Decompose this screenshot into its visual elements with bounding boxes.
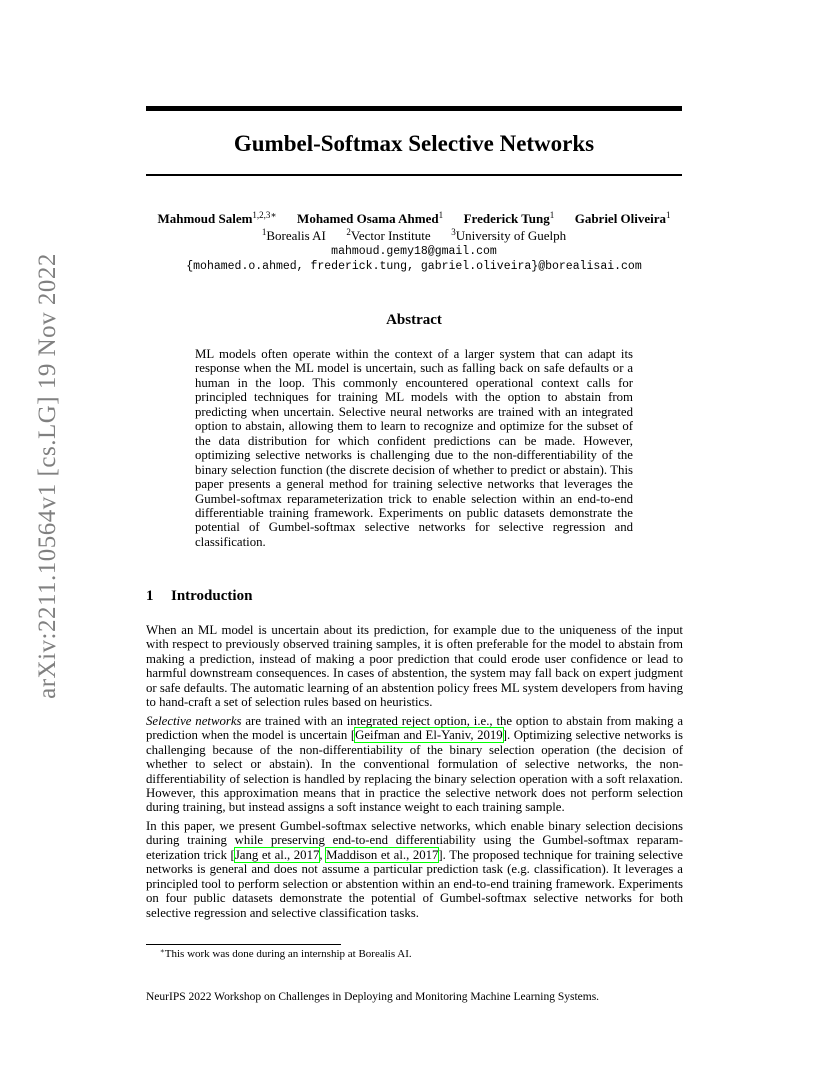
footnote-text: This work was done during an internship at Borealis AI. <box>164 948 412 960</box>
paper-title: Gumbel-Softmax Selective Networks <box>233 131 595 156</box>
section-title: Introduction <box>171 588 253 604</box>
footnote <box>160 947 412 961</box>
author-email: mahmoud.gemy18@gmail.com <box>331 245 497 258</box>
author-name: Frederick Tung <box>463 211 550 226</box>
author-affiliation-marker: 1 <box>438 210 444 220</box>
citation-link[interactable]: Jang et al., 2017 <box>234 847 320 862</box>
paragraph-text: In this paper, we present Gumbel-softmax selective networks, which enable binary selection decisions during training while preserving end-to-end differentiability using the Gumbel-softmax reparam-eterization trick [ <box>146 818 683 862</box>
affiliation-name: Borealis AI <box>266 228 326 243</box>
title-bottom-rule <box>146 174 682 176</box>
footnote-rule <box>146 944 341 945</box>
title-top-rule <box>146 106 682 111</box>
author-name: Gabriel Oliveira <box>574 211 667 226</box>
author-names <box>120 210 708 227</box>
affiliation-marker: 3 <box>451 227 456 237</box>
author-block <box>120 210 708 274</box>
paragraph-text: are trained with an integrated reject option, i.e., the option to abstain from making a prediction when the model is uncertain [ <box>146 713 684 743</box>
author-affiliation-marker: 1 <box>666 210 671 220</box>
citation-separator: , <box>319 847 327 862</box>
paragraph <box>146 819 683 920</box>
paragraph-text: ]. Optimizing selective networks is challenging because of the non-differentiability of the binary selection operation (the decision of whether to select or abstain). In the conventional formulation of selective networks, the non-differentiability of selection is handled by replacing the binary selection operation with a soft relaxation. However, this approximation means that in practice the selective network does not perform selection during training, but instead assigns a soft instance weight to each training sample. <box>146 728 684 815</box>
footnote-mark: ∗ <box>160 947 165 955</box>
author-name: Mohamed Osama Ahmed <box>297 211 439 226</box>
introduction-body <box>146 623 683 924</box>
citation-link[interactable]: Geifman and El-Yaniv, 2019 <box>355 728 503 743</box>
affiliation-marker: 2 <box>346 227 351 237</box>
section-heading <box>146 587 252 605</box>
affiliation-marker: 1 <box>261 227 267 237</box>
citation-link[interactable]: Maddison et al., 2017 <box>326 847 439 862</box>
paragraph <box>146 714 683 815</box>
affiliation-name: Vector Institute <box>350 228 431 243</box>
author-name: Mahmoud Salem <box>157 211 253 226</box>
author-email: {mohamed.o.ahmed, frederick.tung, gabriel.oliveira}@borealisai.com <box>186 260 642 273</box>
abstract-text: ML models often operate within the context of a larger system that can adapt its response when the ML model is uncertain, such as falling back on safe defaults or a human in the loop. This commonly encountered operational context calls for principled techniques for training ML models with the option to abstain from predicting when uncertain. Selective neural networks are trained with an integrated option to abstain, allowing them to learn to recognize and optimize for the subset of the data distribution for which confident predictions can be made. However, optimizing selective networks is challenging due to the non-differentiability of the binary selection function (the discrete decision of whether to predict or abstain). This paper presents a general method for training selective networks that leverages the Gumbel-softmax reparameterization trick to enable selection within an end-to-end differentiable training framework. Experiments on public datasets demonstrate the potential of Gumbel-softmax selective networks for selective regression and classification. <box>195 347 633 549</box>
abstract-heading: Abstract <box>386 312 442 328</box>
section-number: 1 <box>146 588 154 604</box>
paragraph: When an ML model is uncertain about its prediction, for example due to the uniqueness of the input with respect to previously observed training samples, it is often preferable for the model to abstain from making a prediction, instead of making a poor prediction that could erode user confidence or lead to harmful downstream consequences. In cases of abstention, the system may fall back on expert judgment or safe defaults. The automatic learning of an abstention policy frees ML system developers from having to hand-craft a set of selection rules based on heuristics. <box>146 623 683 710</box>
affiliation-name: University of Guelph <box>455 228 567 243</box>
venue-footer: NeurIPS 2022 Workshop on Challenges in Deploying and Monitoring Machine Learning Systems. <box>146 991 600 1003</box>
arxiv-identifier: arXiv:2211.10564v1 [cs.LG] 19 Nov 2022 <box>34 253 61 699</box>
paragraph-text: ]. The proposed technique for training selective networks is general and does not assume a particular prediction task (e.g. classification). It leverages a principled tool to perform selection or abstention within an end-to-end training framework. Experiments on four public datasets demonstrate the potential of Gumbel-softmax selective networks for both selective regression and selective classification tasks. <box>146 847 683 920</box>
emphasis-term: Selective networks <box>146 713 242 728</box>
affiliations <box>120 227 708 244</box>
author-affiliation-marker: 1,2,3∗ <box>252 210 277 220</box>
author-affiliation-marker: 1 <box>549 210 555 220</box>
